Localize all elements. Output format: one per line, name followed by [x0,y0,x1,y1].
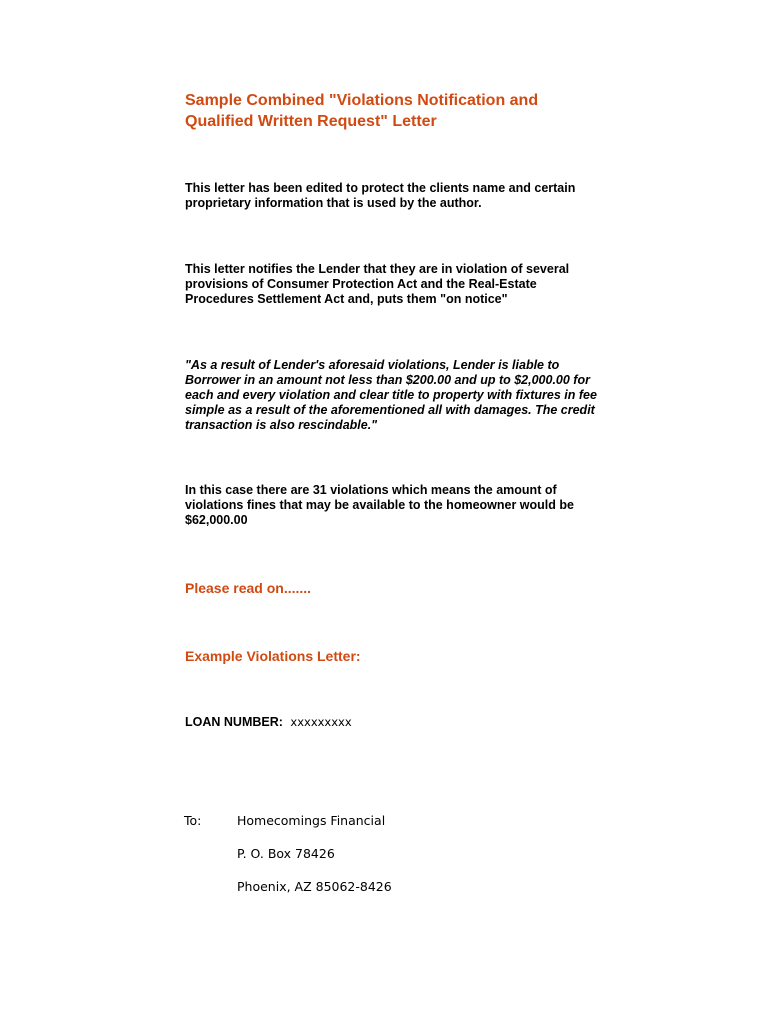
example-letter-heading: Example Violations Letter: [185,648,361,664]
address-to-label: To: [184,813,202,828]
loan-number-value: xxxxxxxxx [290,715,352,729]
loan-number-label: LOAN NUMBER: [185,715,283,729]
notice-paragraph: This letter notifies the Lender that they are in violation of several provisions of Consumer Protection Act and the Real-Estate Procedures Settlement Act and, puts them "on notice" [185,262,570,306]
read-on-heading: Please read on....... [185,580,312,596]
document-title: Sample Combined "Violations Notification and Qualified Written Request" Letter [185,92,539,130]
violations-paragraph: In this case there are 31 violations which means the amount of violations fines that may be available to the homeowner would be $62,000.00 [185,483,574,527]
loan-number-line [185,714,352,730]
address-line-city: Phoenix, AZ 85062-8426 [237,879,392,894]
address-line-name: Homecomings Financial [237,813,386,828]
quote-paragraph: "As a result of Lender's aforesaid violations, Lender is liable to Borrower in an amount not less than $200.00 and up to $2,000.00 for each and every violation and clear title to property with fixtures in fee simple as a result of the aforementioned all with damages. The credit transaction is also rescindable." [185,358,597,432]
address-line-po-box: P. O. Box 78426 [237,846,335,861]
intro-paragraph: This letter has been edited to protect the clients name and certain proprietary information that is used by the author. [185,181,576,210]
